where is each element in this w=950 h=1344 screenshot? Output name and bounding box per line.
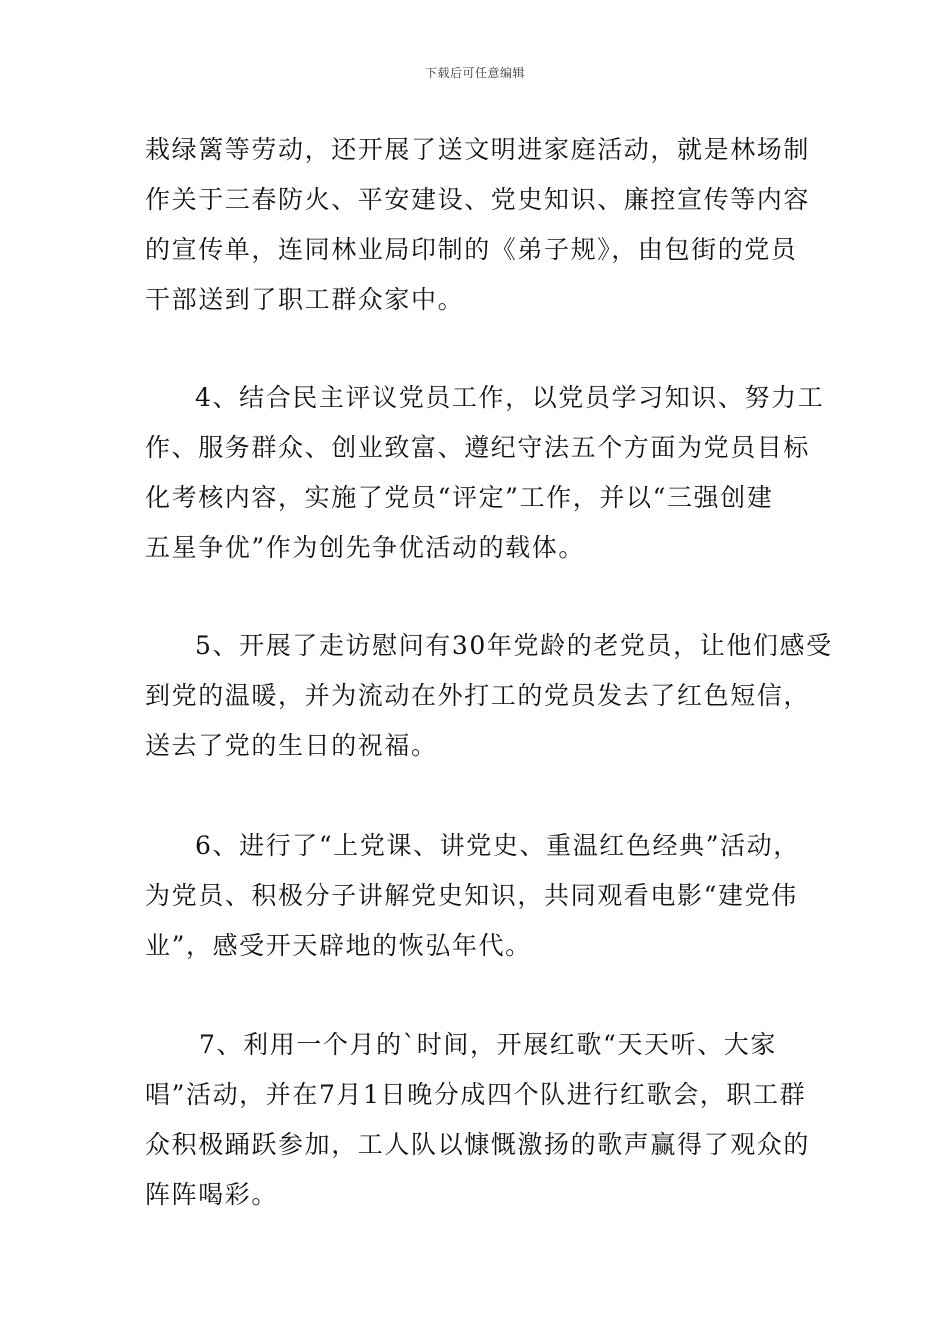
paragraph-2-line-4: 五星争优”作为创先争优活动的载体。 xyxy=(145,533,585,562)
paragraph-5-line-3: 众积极踊跃参加，工人队以慷慨激扬的歌声赢得了观众的 xyxy=(145,1130,811,1159)
paragraph-5-line-4: 阵阵喝彩。 xyxy=(145,1180,279,1209)
paragraph-1-line-4: 干部送到了职工群众家中。 xyxy=(145,285,465,314)
paragraph-3-line-3: 送去了党的生日的祝福。 xyxy=(145,731,438,760)
paragraph-1-line-2: 作关于三春防火、平安建设、党史知识、廉控宣传等内容 xyxy=(145,185,811,214)
page-header-note: 下载后可任意编辑 xyxy=(424,66,525,80)
paragraph-4-line-1: 6、进行了“上党课、讲党史、重温红色经典”活动， xyxy=(195,831,800,860)
paragraph-5-line-1: 7、利用一个月的`时间，开展红歌“天天听、大家 xyxy=(199,1030,777,1059)
paragraph-1-line-1: 栽绿篱等劳动，还开展了送文明进家庭活动，就是林场制 xyxy=(145,135,811,164)
paragraph-4-line-2: 为党员、积极分子讲解党史知识，共同观看电影“建党伟 xyxy=(145,881,798,910)
paragraph-2-line-2: 作、服务群众、创业致富、遵纪守法五个方面为党员目标 xyxy=(145,433,811,462)
paragraph-5-line-2: 唱”活动，并在7月1日晚分成四个队进行红歌会，职工群 xyxy=(145,1080,807,1109)
paragraph-1-line-3: 的宣传单，连同林业局印制的《弟子规》，由包街的党员 xyxy=(145,235,798,264)
paragraph-2-line-3: 化考核内容，实施了党员“评定”工作，并以“三强创建 xyxy=(145,483,774,512)
paragraph-3-line-1: 5、开展了走访慰问有30年党龄的老党员，让他们感受 xyxy=(195,631,833,660)
paragraph-2-line-1: 4、结合民主评议党员工作，以党员学习知识、努力工 xyxy=(195,383,825,412)
paragraph-3-line-2: 到党的温暖，并为流动在外打工的党员发去了红色短信， xyxy=(145,681,811,710)
paragraph-4-line-3: 业”，感受开天辟地的恢弘年代。 xyxy=(145,931,532,960)
